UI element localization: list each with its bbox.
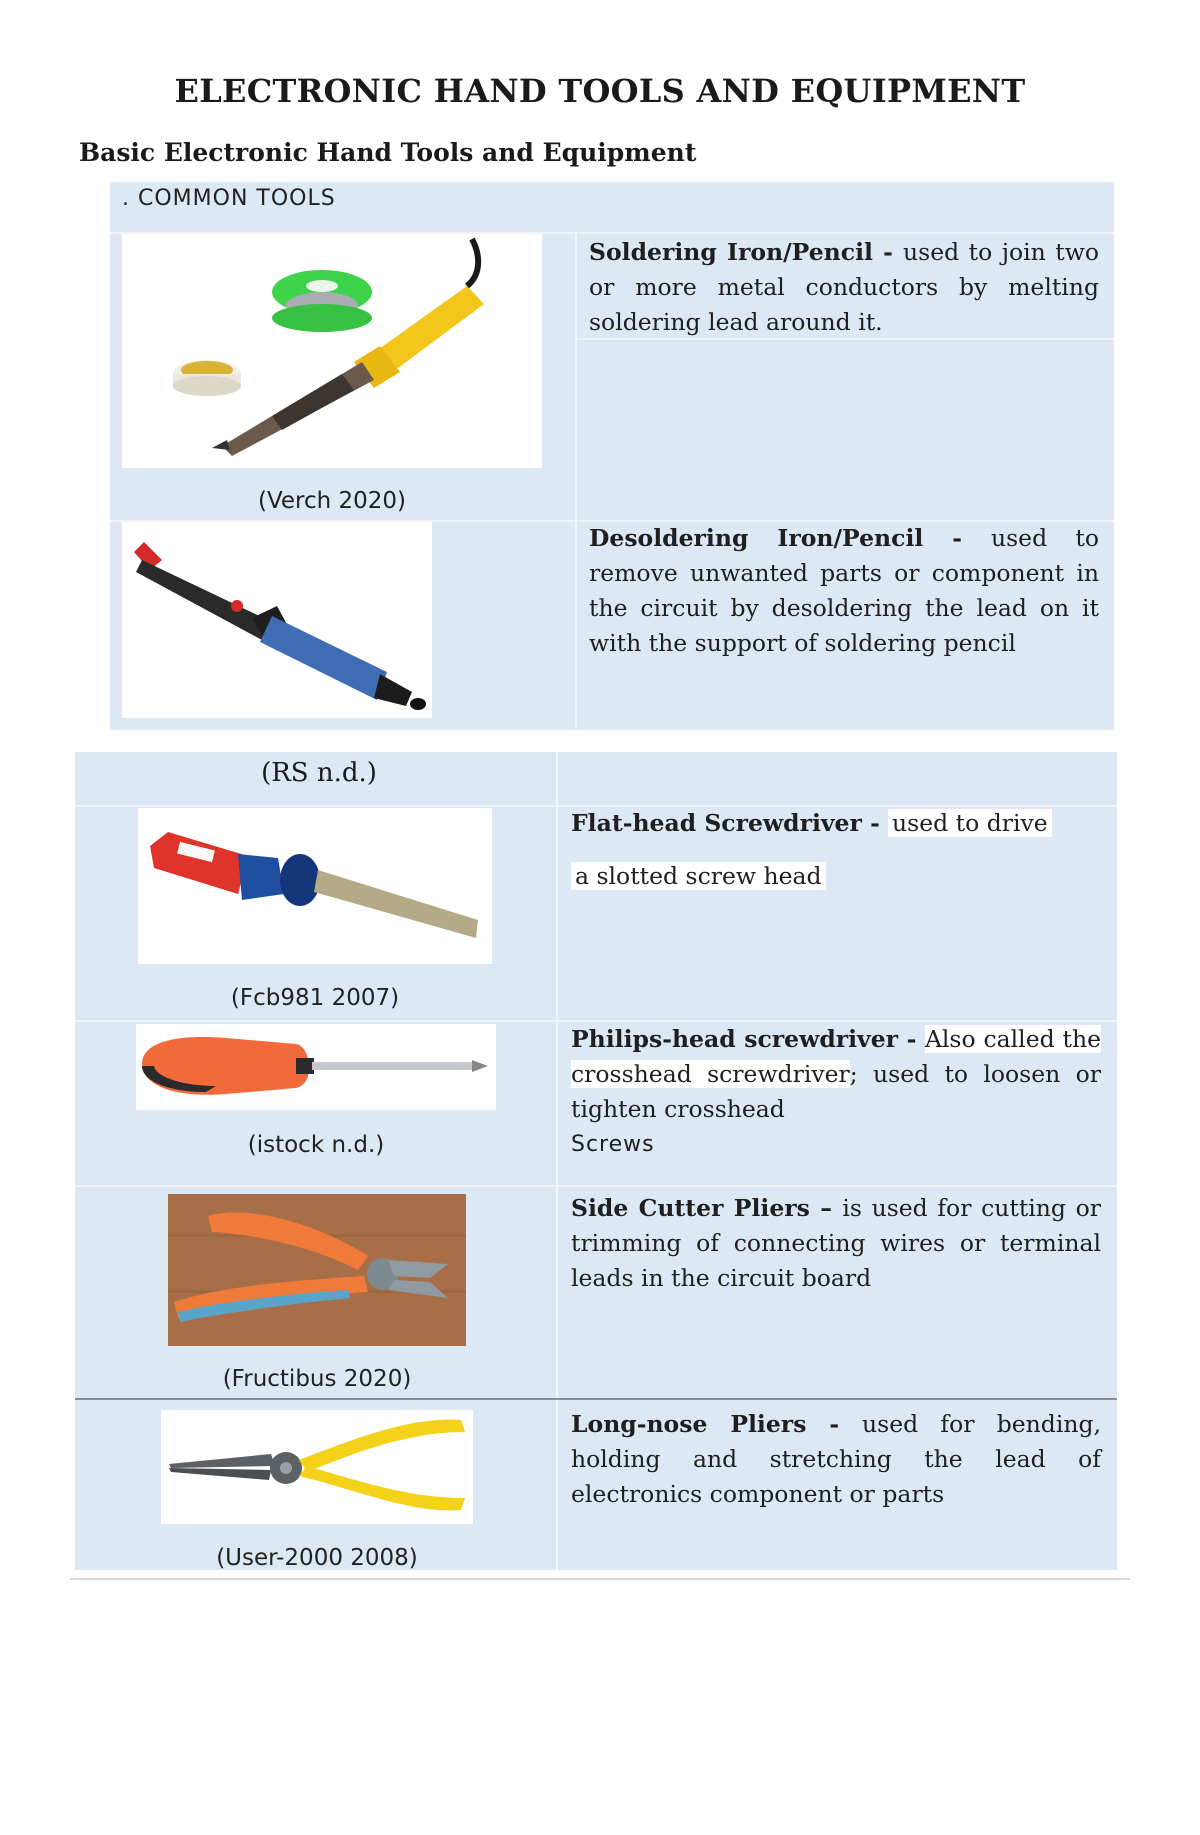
section-label: . COMMON TOOLS	[122, 186, 336, 211]
tool-name: Philips-head screwdriver	[571, 1025, 899, 1053]
tool-description-tail: Screws	[571, 1132, 655, 1157]
tool-description-text: is used for cutting or trimming of connecting wires or terminal leads in the circuit board	[571, 1194, 1101, 1292]
philips-screwdriver-icon	[136, 1024, 496, 1110]
tool-description	[571, 1191, 1101, 1296]
long-nose-pliers-icon	[161, 1410, 473, 1524]
philips-screwdriver-photo	[136, 1024, 496, 1110]
tool-name-separator: -	[806, 1410, 863, 1438]
tool-description	[571, 1407, 1101, 1512]
flat-head-screwdriver-icon	[138, 808, 492, 964]
tool-description-highlight: Also called the crosshead screwdriver	[571, 1025, 1101, 1088]
tool-caption: (RS n.d.)	[261, 758, 377, 788]
tool-caption: (Fcb981 2007)	[230, 985, 400, 1011]
tool-description	[571, 806, 1101, 894]
document-title: ELECTRONIC HAND TOOLS AND EQUIPMENT	[174, 72, 1026, 110]
tool-description	[589, 235, 1099, 340]
tool-name: Flat-head Screwdriver	[571, 809, 862, 837]
tool-caption: (User-2000 2008)	[216, 1545, 418, 1571]
row-divider	[75, 1185, 1117, 1187]
tool-description-text: a slotted screw head	[571, 862, 826, 890]
tool-name: Soldering Iron/Pencil	[589, 238, 873, 266]
tool-description	[571, 1022, 1101, 1162]
tool-description-text: used to join two or more metal conductors by melting soldering lead around it.	[589, 238, 1099, 336]
tool-name-separator: -	[861, 809, 889, 837]
tool-name: Desoldering Iron/Pencil	[589, 524, 924, 552]
column-divider	[556, 752, 558, 1570]
tool-name: Long-nose Pliers	[571, 1410, 807, 1438]
tool-description-text: used to remove unwanted parts or component in the circuit by desoldering the lead on it with the support of soldering pencil	[589, 524, 1099, 657]
tool-caption: (istock n.d.)	[247, 1132, 385, 1158]
tool-description	[589, 521, 1099, 661]
flat-head-screwdriver-photo	[138, 808, 492, 964]
soldering-iron-icon	[122, 234, 542, 468]
column-divider	[575, 232, 577, 730]
tool-name-separator: -	[898, 1025, 925, 1053]
row-divider	[75, 1398, 1117, 1400]
tool-name-separator: -	[923, 524, 991, 552]
side-cutter-pliers-photo	[168, 1194, 466, 1346]
desoldering-pump-icon	[122, 522, 432, 718]
tool-description-text: ; used to loosen or tighten crosshead	[571, 1060, 1101, 1123]
tool-name: Side Cutter Pliers	[571, 1194, 810, 1222]
table-bottom-rule	[70, 1578, 1130, 1580]
tool-name-separator: –	[809, 1194, 843, 1222]
tool-name-separator: -	[872, 238, 904, 266]
document-subtitle: Basic Electronic Hand Tools and Equipment	[79, 138, 697, 167]
soldering-iron-photo	[122, 234, 542, 468]
side-cutter-pliers-icon	[168, 1194, 466, 1346]
tool-caption: (Verch 2020)	[257, 488, 407, 514]
tool-caption: (Fructibus 2020)	[222, 1366, 412, 1392]
tool-description-text: used for bending, holding and stretching the lead of electronics component or parts	[571, 1410, 1101, 1508]
tool-description-text: used to drive	[888, 809, 1052, 837]
desoldering-pump-photo	[122, 522, 432, 718]
long-nose-pliers-photo	[161, 1410, 473, 1524]
